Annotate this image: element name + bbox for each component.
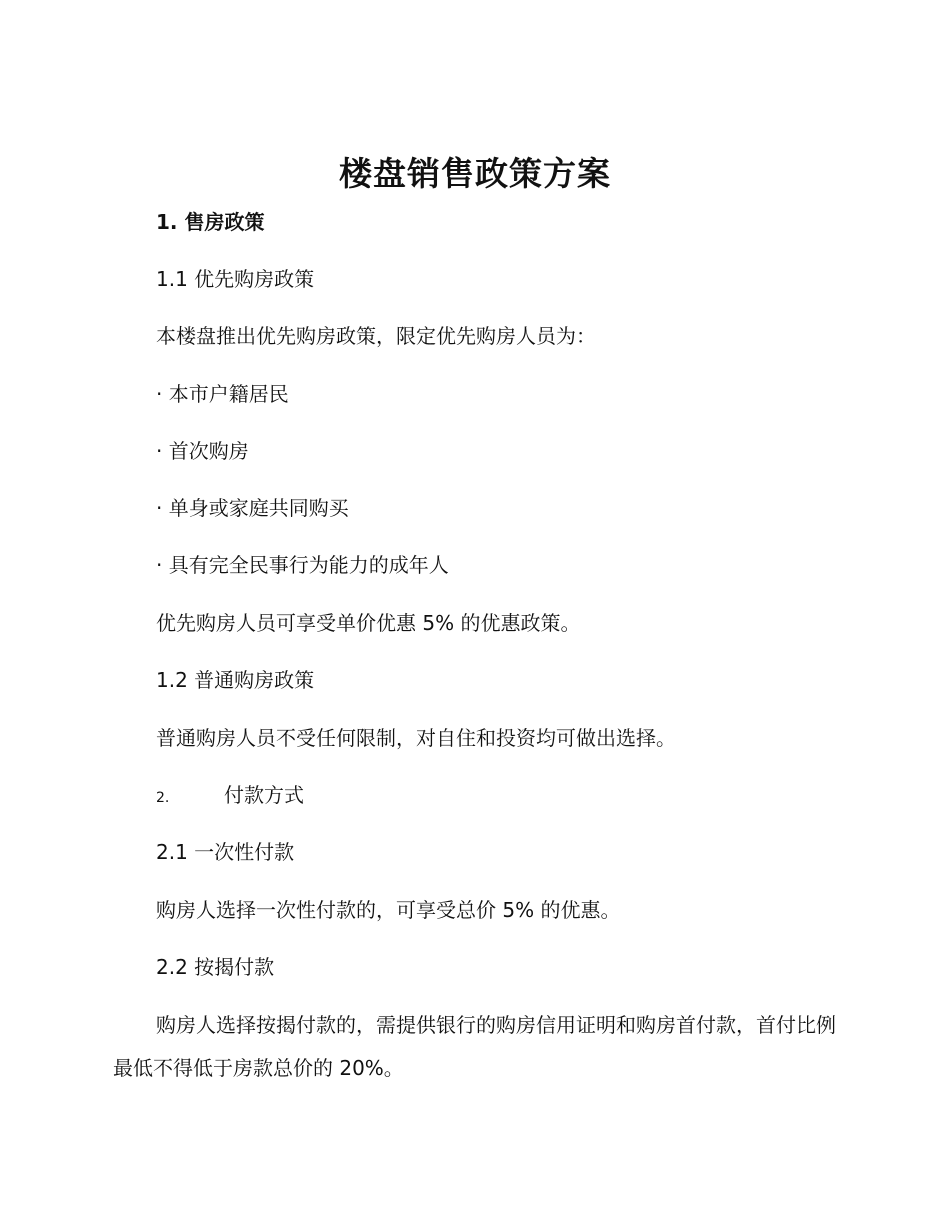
subsection-1-2-heading: 1.2 普通购房政策 [156,668,315,692]
bullet-item: · 具有完全民事行为能力的成年人 [156,553,449,577]
section-1-heading: 1. 售房政策 [156,210,265,234]
bullet-item: · 本市户籍居民 [156,382,289,406]
subsection-1-1-heading: 1.1 优先购房政策 [156,267,315,291]
priority-policy-intro: 本楼盘推出优先购房政策，限定优先购房人员为： [156,324,596,348]
section-2-heading [156,781,304,812]
subsection-2-2-heading: 2.2 按揭付款 [156,955,275,979]
general-policy-text: 普通购房人员不受任何限制，对自住和投资均可做出选择。 [156,726,676,750]
section-2-title: 付款方式 [224,783,304,807]
subsection-2-1-heading: 2.1 一次性付款 [156,840,295,864]
bullet-item: · 首次购房 [156,439,249,463]
mortgage-payment-text: 购房人选择按揭付款的，需提供银行的购房信用证明和购房首付款，首付比例最低不得低于房款总价的 20%。 [113,1013,836,1080]
lump-sum-payment-text: 购房人选择一次性付款的，可享受总价 5% 的优惠。 [156,898,621,922]
bullet-item: · 单身或家庭共同购买 [156,496,349,520]
document-title: 楼盘销售政策方案 [339,154,611,193]
priority-policy-benefit: 优先购房人员可享受单价优惠 5% 的优惠政策。 [156,611,581,635]
section-2-number: 2. [156,790,170,806]
